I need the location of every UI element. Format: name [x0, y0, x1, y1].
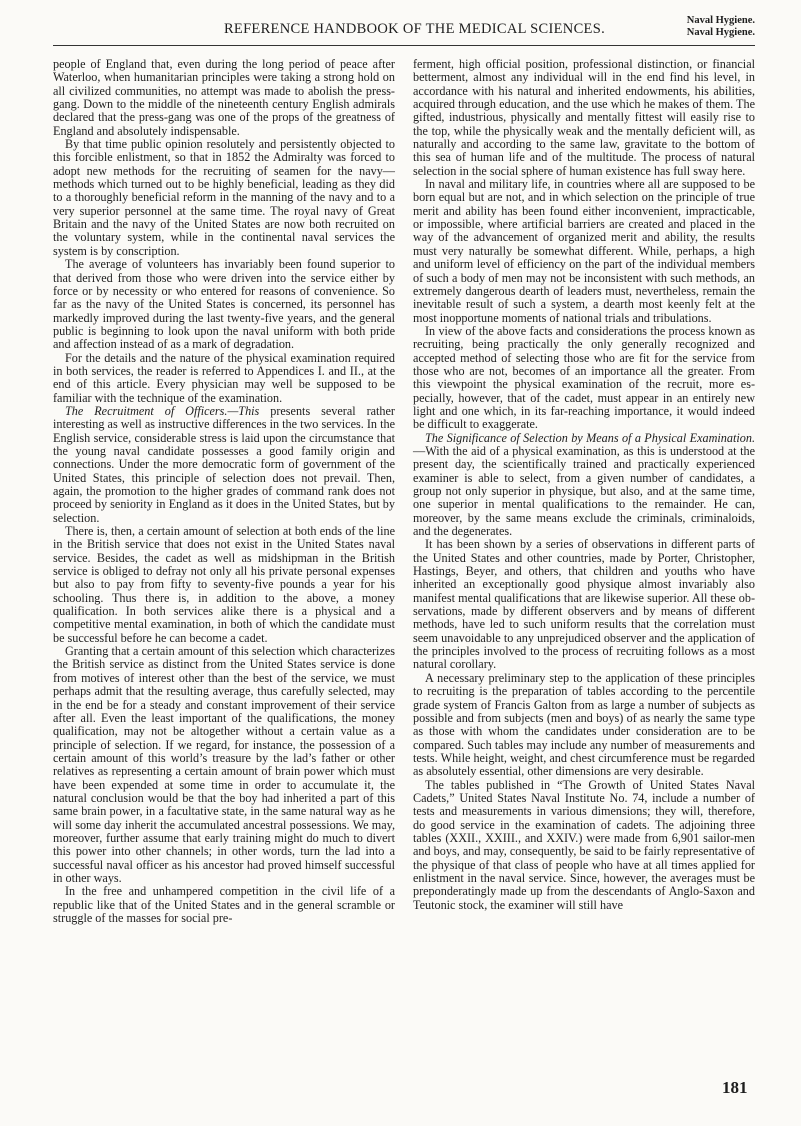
- paragraph: ferment, high official position, professional distinction, or financial betterment, almost any individual will in the end find his level, in accordance with his natural and inherited endowments, his abilities, acquired through education, and the use which he makes of them. The gifted, industrious, physically and mentally fittest will easily rise to the top, while the physically weak and the mentally deficient will, as naturally and according to the same law, gravitate to the bottom of this sea of human life and of the multitude. The process of natural selection in the social sphere of human existence has full sway here.: [413, 57, 755, 178]
- section-tag-line: Naval Hygiene.: [686, 15, 755, 26]
- paragraph: [53, 405, 395, 525]
- paragraph: A necessary preliminary step to the application of these principles to recruiting is the preparation of tables according to the percentile grade system of Francis Galton from as large a number of subjects as possible and from subjects (men and boys) of as nearly the same type as those with whom the candidates under consideration are to be compared. Such tables may include any number of measurements and tests. While height, weight, and chest circumference must be regarded as absolutely essential, other dimensions are very desirable.: [413, 670, 755, 779]
- paragraph: Granting that a certain amount of this selection which characterizes the British service as distinct from the United States service is done from motives of interest other than the best of the service, we must perhaps admit that the resulting average, thus carefully selected, may in the end be for a steady and constant improvement of their service after all. Even the least important of the qualifications, the money qualification, may not be altogether without a certain value as a principle of selection. If we regard, for instance, the possession of a certain amount of this world’s treasure by the lad’s father or other relatives as representing a certain amount of brain power which must have been expended at some time in order to accumulate it, the natural conclusion would be that the boy had inherited a part of this same brain power, in a facultative state, in the same natural way as he will some day inherit the accumulated ancestral possessions. We may, moreover, further assume that early training might do much to divert this power into other channels; in other words, turn the lad into a successful naval officer as his ancestor had proved himself successful in other ways.: [53, 644, 395, 885]
- paragraph-text: —With the aid of a physical examination, as this is understood at the present day, the scientifically trained and practically experienced examiner is able to select, from a given number of candidates, a group not only superior in physique, but also, and at the same time, one superior in mental qualifications to the remainder. He can, moreover, by the same means exclude the criminals, criminaloids, and the degenerates.: [413, 443, 755, 539]
- paragraph: For the details and the nature of the physical examination required in both services, the reader is referred to Appendices I. and II., at the end of this article. Every physician may well be supposed to be familiar with the technique of the examination.: [53, 350, 395, 405]
- running-head: REFERENCE HANDBOOK OF THE MEDICAL SCIENCES.: [223, 21, 605, 37]
- paragraph: In view of the above facts and considerations the process known as recruiting, being practically the only generally recognized and accepted method of selecting those who are fit for the service from those who are not, becomes of an importance all the greater. From this viewpoint the physical examination of the recruit, more especially, however, that of the cadet, must appear in an entirely new light and one which, in its far-reaching importance, it would indeed be difficult to exaggerate.: [413, 323, 755, 432]
- section-tag: [687, 15, 755, 39]
- paragraph: In naval and military life, in countries where all are supposed to be born equal but are not, and in which selection on the principle of true merit and ability has been found either inconvenient, impracticable, or impossible, where artificial barriers are created and placed in the way of the advancement of organized merit and ability, the results must very naturally be somewhat different. While, perhaps, a high and uniform level of efficiency on the part of the individual members of such a body of men may not be inconsistent with such methods, an extremely dangerous dearth of leaders must, nevertheless, remain the inevitable result of such a system, a dearth most keenly felt at the most inopportune moments of national trials and tribulations.: [413, 177, 755, 325]
- header-rule: [53, 45, 755, 46]
- page-number: 181: [722, 1078, 748, 1097]
- section-heading: The Significance of Selection by Means of a Physical Examination.: [425, 430, 755, 445]
- paragraph: There is, then, a certain amount of selection at both ends of the line in the British service that does not exist in the United States naval service. Besides, the cadet as well as midshipman in the British service is obliged to defray not only all his private personal expenses but also to pay from fifty to seventy-five pounds a year for his schooling. Thus there is, in addition to the above, a money qualification. In both services alike there is a physical and a competitive mental examination, in both of which the candidate must be successful before he can become a cadet.: [53, 524, 395, 645]
- paragraph: The tables published in “The Growth of United States Naval Cadets,” United States Naval Institute No. 74, include a number of tests and measurements in various dimensions; they will, therefore, do good service in the examination of cadets. The adjoining three tables (XXII., XXIII., and XXIV.) were made from 6,901 sailor-men and boys, and may, consequently, be said to be fairly representative of the physique of that class of people who have at all times applied for enlistment in the naval service. Since, however, the averages must be preponderatingly made up from the descendants of Anglo-Saxon and Teutonic stock, the examiner will still have: [413, 777, 755, 912]
- paragraph: By that time public opinion resolutely and persistently objected to this forcible enlistment, so that in 1852 the Admiralty was forced to adopt new methods for the recruiting of seamen for the navy—methods which turned out to be highly beneficial, leading as they did to a thoroughly beneficial reform in the manning of the navy and to a very superior personnel at the same time. The royal navy of Great Britain and the navy of the United States are now both recruited on the voluntary system, while in the continental naval services the system is by conscription.: [53, 137, 395, 258]
- left-column: [53, 58, 395, 925]
- paragraph: The average of volunteers has invariably been found superior to that derived from those who were driven into the service either by force or by necessity or who entered for reasons of convenience. So far as the navy of the United States is concerned, its personnel has markedly improved during the last twenty-five years, and the general public is beginning to look upon the naval uniform with both pride and affection instead of as a mark of degradation.: [53, 257, 395, 352]
- paragraph: It has been shown by a series of observations in different parts of the United States and other countries, made by Porter, Christopher, Hastings, Beyer, and others, that children and youths who have inherited an exceptionally good physique almost invariably also manifest mental qualifications that are likewise superior. All these observations, made by different observers and by means of different methods, have led to such uniform results that the correlation must seem unavoidable to any unprejudiced observer and the application of the principles involved to the process of recruiting follows as a most natural corollary.: [413, 537, 755, 672]
- right-column: [413, 58, 755, 912]
- paragraph: [413, 432, 755, 539]
- page-header: [50, 13, 755, 45]
- section-tag-line: Naval Hygiene.: [686, 27, 755, 38]
- paragraph: In the free and unhampered competition in the civil life of a republic like that of the United States and in the general scramble or struggle of the masses for social pre-: [53, 884, 395, 925]
- paragraph: people of England that, even during the long period of peace after Waterloo, when humanitarian principles were taking a strong hold on all civilized communities, no attempt was made to abolish the press-gang. Down to the middle of the nineteenth century English admirals declared that the press-gang was one of the props of the greatness of England and absolutely indispensable.: [53, 57, 395, 138]
- section-heading: The Recruitment of Officers.—This: [65, 403, 260, 418]
- paragraph-text: presents several rather interesting as well as instructive differences in the two services. In the English service, considerable stress is laid upon the circumstance that the young naval candidate possesses a good family origin and connections. Under the more democratic form of government of the United States, this principle of selection does not prevail. Then, again, the promotion to the higher grades of command rank does not proceed by seniority in England as it does in the United States, but by selection.: [53, 403, 395, 525]
